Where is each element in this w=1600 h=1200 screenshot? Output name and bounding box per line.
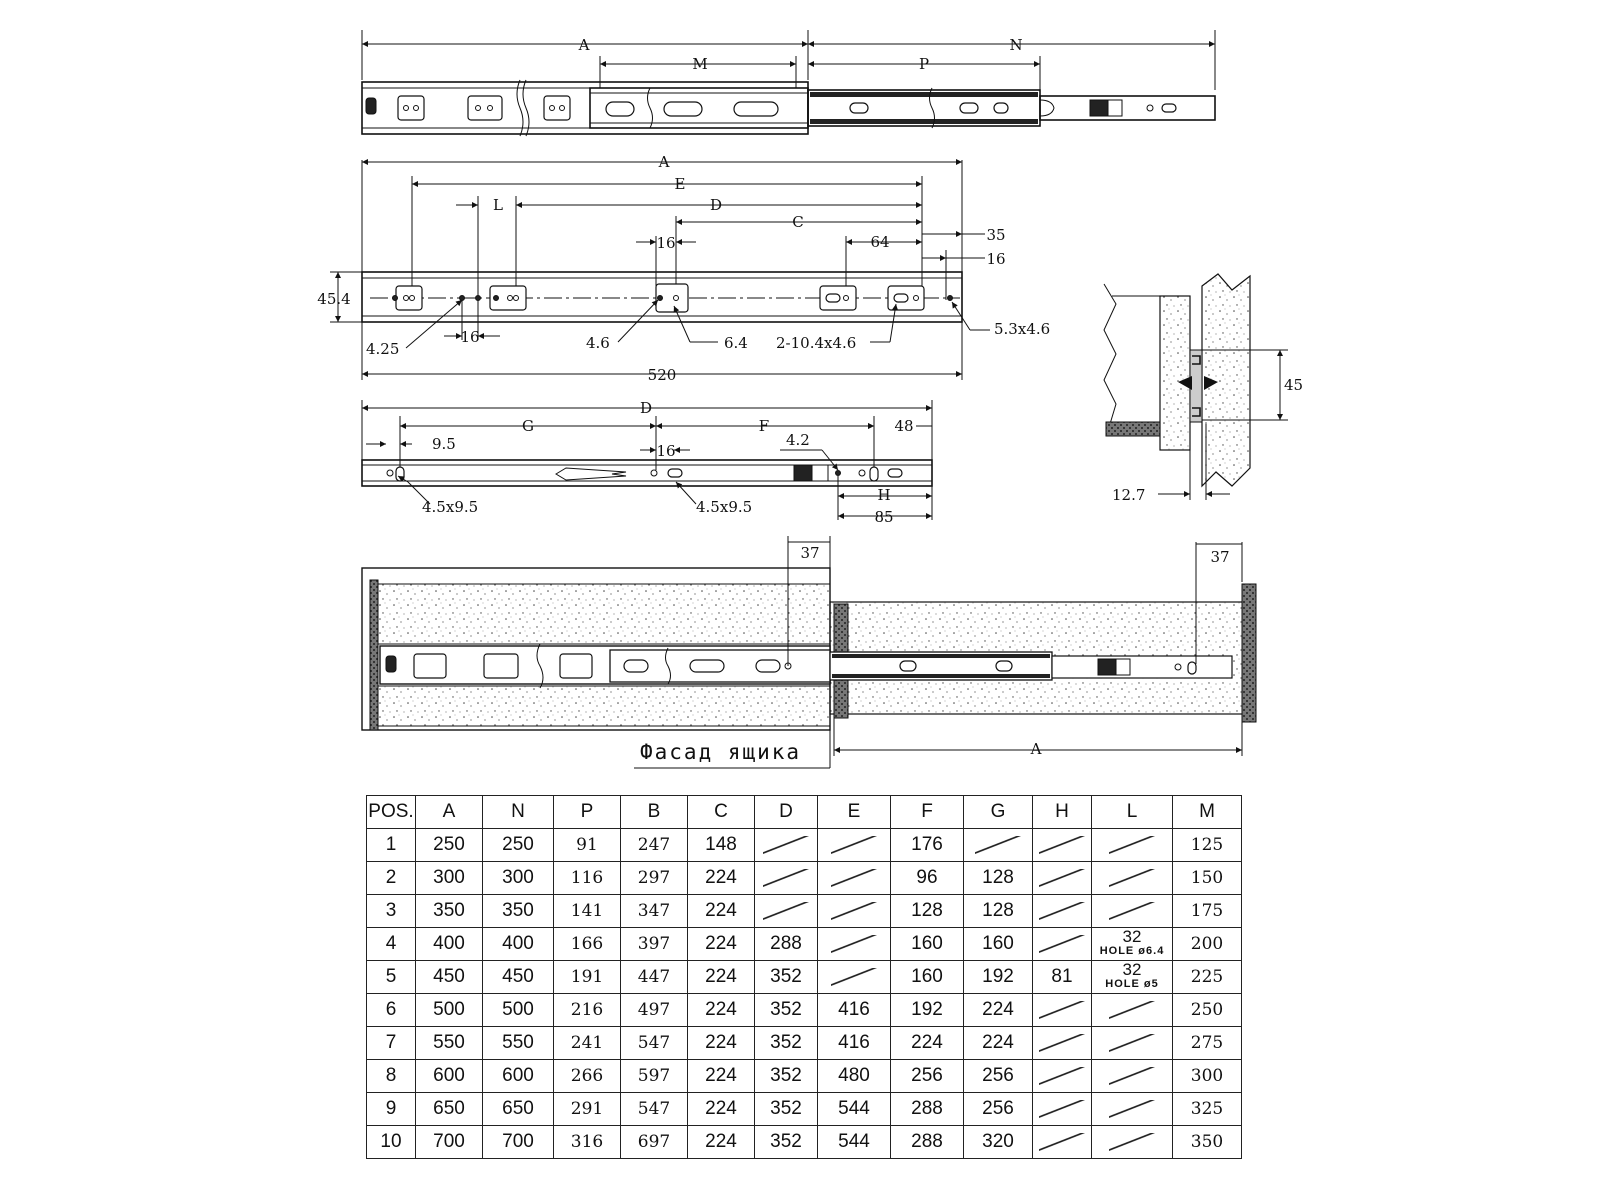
- table-cell: 175: [1173, 895, 1242, 928]
- dim-16c-label: 16: [460, 328, 480, 346]
- table-header-row: [367, 796, 1242, 829]
- table-cell: 224: [688, 928, 755, 961]
- table-cell: 128: [964, 862, 1033, 895]
- table-cell: 600: [483, 1060, 554, 1093]
- table-cell: 160: [891, 928, 964, 961]
- dim-53-label: 5.3x4.6: [994, 320, 1051, 338]
- col-header: D: [755, 796, 818, 829]
- table-cell: 9: [367, 1093, 416, 1126]
- table-cell: 450: [416, 961, 483, 994]
- table-cell: [1033, 829, 1092, 862]
- view-section-detail: [1104, 274, 1303, 504]
- table-cell: 500: [416, 994, 483, 1027]
- table-cell: 597: [621, 1060, 688, 1093]
- table-cell: 497: [621, 994, 688, 1027]
- table-cell: 400: [416, 928, 483, 961]
- table-cell: 352: [755, 1093, 818, 1126]
- table-row: [367, 928, 1242, 961]
- table-cell: 352: [755, 1126, 818, 1159]
- table-row: [367, 1093, 1242, 1126]
- table-cell: 3: [367, 895, 416, 928]
- table-cell: 4: [367, 928, 416, 961]
- col-header: L: [1092, 796, 1173, 829]
- table-cell: 141: [554, 895, 621, 928]
- table-cell: 7: [367, 1027, 416, 1060]
- table-cell: [818, 928, 891, 961]
- table-cell: [755, 895, 818, 928]
- table-cell: [1092, 895, 1173, 928]
- table-row: [367, 895, 1242, 928]
- table-cell: 241: [554, 1027, 621, 1060]
- dim-a-label: A: [578, 36, 590, 54]
- table-cell: 224: [688, 1060, 755, 1093]
- dim-p-label: P: [918, 55, 930, 73]
- table-cell: 480: [818, 1060, 891, 1093]
- drawer-front-caption: Фасад ящика: [640, 740, 802, 764]
- table-cell: 600: [416, 1060, 483, 1093]
- view-inner-member: [362, 399, 932, 526]
- table-cell: [1092, 1027, 1173, 1060]
- dim-48-label: 48: [894, 417, 914, 435]
- table-cell: 300: [1173, 1060, 1242, 1093]
- dim-45b-label: 4.5x9.5: [696, 498, 753, 516]
- table-row: [367, 1126, 1242, 1159]
- col-header: M: [1173, 796, 1242, 829]
- table-cell: 300: [483, 862, 554, 895]
- dim-h-label: H: [877, 486, 891, 504]
- dim-520-label: 520: [647, 366, 677, 384]
- dim-64-label: 64: [870, 233, 890, 251]
- table-cell: 176: [891, 829, 964, 862]
- table-cell: 250: [483, 829, 554, 862]
- table-cell: 200: [1173, 928, 1242, 961]
- table-cell: [818, 961, 891, 994]
- col-header: G: [964, 796, 1033, 829]
- table-cell: 450: [483, 961, 554, 994]
- table-cell: 550: [483, 1027, 554, 1060]
- table-cell: 416: [818, 1027, 891, 1060]
- dim-35-label: 35: [986, 226, 1006, 244]
- dim-45a-label: 4.5x9.5: [422, 498, 479, 516]
- view-top-slide: [362, 30, 1215, 136]
- dim-e-label: E: [674, 175, 686, 193]
- col-header: F: [891, 796, 964, 829]
- table-cell: [1092, 994, 1173, 1027]
- table-cell: 10: [367, 1126, 416, 1159]
- dim-d-inner-label: D: [639, 399, 653, 417]
- dim-127-label: 12.7: [1112, 486, 1146, 504]
- col-header: A: [416, 796, 483, 829]
- table-cell: 160: [891, 961, 964, 994]
- table-cell: [1033, 928, 1092, 961]
- table-cell: [755, 829, 818, 862]
- dim-16a-label: 16: [656, 234, 676, 252]
- table-cell: 216: [554, 994, 621, 1027]
- table-cell: [818, 895, 891, 928]
- table-cell: 700: [416, 1126, 483, 1159]
- table-cell: 256: [891, 1060, 964, 1093]
- table-cell: [818, 862, 891, 895]
- table-cell: 700: [483, 1126, 554, 1159]
- table-cell: 547: [621, 1093, 688, 1126]
- table-cell: [964, 829, 1033, 862]
- table-cell: 224: [688, 994, 755, 1027]
- col-header: C: [688, 796, 755, 829]
- table-cell: 288: [891, 1093, 964, 1126]
- table-cell: 247: [621, 829, 688, 862]
- table-cell: 300: [416, 862, 483, 895]
- table-cell: 275: [1173, 1027, 1242, 1060]
- dim-37b-label: 37: [1210, 548, 1230, 566]
- table-cell: [1092, 829, 1173, 862]
- dim-d-side-label: D: [709, 196, 723, 214]
- table-cell: 352: [755, 961, 818, 994]
- table-cell: 160: [964, 928, 1033, 961]
- table-cell: [1092, 1126, 1173, 1159]
- dim-g-label: G: [522, 417, 534, 435]
- table-cell: 5: [367, 961, 416, 994]
- table-cell: 288: [755, 928, 818, 961]
- table-cell: 225: [1173, 961, 1242, 994]
- dim-46-label: 4.6: [586, 334, 610, 352]
- table-cell: 224: [964, 994, 1033, 1027]
- table-row: [367, 961, 1242, 994]
- dim-n-label: N: [1009, 36, 1023, 54]
- table-cell: 128: [891, 895, 964, 928]
- table-cell: 148: [688, 829, 755, 862]
- table-cell: 352: [755, 994, 818, 1027]
- col-header: N: [483, 796, 554, 829]
- table-cell: 250: [1173, 994, 1242, 1027]
- table-row: [367, 994, 1242, 1027]
- table-cell: 447: [621, 961, 688, 994]
- table-cell: 250: [416, 829, 483, 862]
- table-cell: 291: [554, 1093, 621, 1126]
- table-cell: 91: [554, 829, 621, 862]
- col-header: B: [621, 796, 688, 829]
- table-cell: 500: [483, 994, 554, 1027]
- table-cell: 8: [367, 1060, 416, 1093]
- table-cell: 224: [688, 1093, 755, 1126]
- table-cell: 224: [688, 1126, 755, 1159]
- table-cell: 256: [964, 1093, 1033, 1126]
- table-cell: 224: [964, 1027, 1033, 1060]
- view-assembly: [362, 536, 1256, 768]
- table-cell: [1033, 1126, 1092, 1159]
- dim-m-label: M: [692, 55, 708, 73]
- table-cell: 32 HOLE ø5: [1092, 961, 1173, 994]
- table-cell: 352: [755, 1027, 818, 1060]
- table-cell: [1033, 862, 1092, 895]
- table-cell: 128: [964, 895, 1033, 928]
- table-cell: 550: [416, 1027, 483, 1060]
- table-cell: 350: [1173, 1126, 1242, 1159]
- table-cell: 350: [416, 895, 483, 928]
- table-cell: 224: [688, 895, 755, 928]
- dim-c-label: C: [792, 213, 804, 231]
- dim-454-label: 45.4: [317, 290, 351, 308]
- table-cell: 352: [755, 1060, 818, 1093]
- dim-425-label: 4.25: [366, 340, 400, 358]
- table-cell: 544: [818, 1126, 891, 1159]
- table-cell: 350: [483, 895, 554, 928]
- table-cell: 192: [891, 994, 964, 1027]
- table-cell: [1033, 994, 1092, 1027]
- table-cell: 266: [554, 1060, 621, 1093]
- dim-a-assembly-label: A: [1030, 740, 1042, 758]
- dim-85-label: 85: [874, 508, 894, 526]
- table-cell: 192: [964, 961, 1033, 994]
- dim-37a-label: 37: [800, 544, 820, 562]
- table-cell: 1: [367, 829, 416, 862]
- table-cell: 316: [554, 1126, 621, 1159]
- col-header: H: [1033, 796, 1092, 829]
- table-cell: [1092, 1093, 1173, 1126]
- dim-42-label: 4.2: [786, 431, 810, 449]
- table-cell: 166: [554, 928, 621, 961]
- col-header: POS.: [367, 796, 416, 829]
- table-cell: 397: [621, 928, 688, 961]
- table-cell: [755, 862, 818, 895]
- table-cell: 650: [483, 1093, 554, 1126]
- table-cell: 400: [483, 928, 554, 961]
- dim-f-label: F: [758, 417, 770, 435]
- dim-16b-label: 16: [986, 250, 1006, 268]
- table-cell: 191: [554, 961, 621, 994]
- col-header: P: [554, 796, 621, 829]
- table-cell: [1033, 1093, 1092, 1126]
- table-row: [367, 1027, 1242, 1060]
- table-cell: 81: [1033, 961, 1092, 994]
- table-cell: 96: [891, 862, 964, 895]
- spec-table-body: [367, 829, 1242, 1159]
- table-cell: 2: [367, 862, 416, 895]
- dim-a-side-label: A: [658, 153, 670, 171]
- table-cell: 320: [964, 1126, 1033, 1159]
- table-cell: [1092, 862, 1173, 895]
- table-cell: 547: [621, 1027, 688, 1060]
- table-cell: 416: [818, 994, 891, 1027]
- dim-16-inner-label: 16: [656, 442, 676, 460]
- table-cell: 6: [367, 994, 416, 1027]
- table-cell: [1033, 1027, 1092, 1060]
- view-side-rail: [317, 153, 1050, 384]
- table-cell: 224: [688, 961, 755, 994]
- dim-l-label: L: [493, 196, 503, 214]
- table-cell: 150: [1173, 862, 1242, 895]
- dim-95-label: 9.5: [432, 435, 456, 453]
- table-cell: 347: [621, 895, 688, 928]
- table-cell: 125: [1173, 829, 1242, 862]
- table-row: [367, 862, 1242, 895]
- table-cell: 116: [554, 862, 621, 895]
- table-cell: 224: [688, 862, 755, 895]
- table-cell: 32 HOLE ø6.4: [1092, 928, 1173, 961]
- table-cell: [1033, 1060, 1092, 1093]
- table-cell: 297: [621, 862, 688, 895]
- table-row: [367, 1060, 1242, 1093]
- dim-2slot-label: 2-10.4x4.6: [776, 334, 857, 352]
- table-cell: [1092, 1060, 1173, 1093]
- table-cell: 256: [964, 1060, 1033, 1093]
- table-cell: 697: [621, 1126, 688, 1159]
- table-cell: [1033, 895, 1092, 928]
- table-cell: 325: [1173, 1093, 1242, 1126]
- table-cell: 288: [891, 1126, 964, 1159]
- table-cell: [818, 829, 891, 862]
- table-cell: 224: [891, 1027, 964, 1060]
- table-cell: 224: [688, 1027, 755, 1060]
- table-row: [367, 829, 1242, 862]
- table-cell: 544: [818, 1093, 891, 1126]
- spec-table: [366, 795, 1242, 1159]
- dim-64b-label: 6.4: [724, 334, 748, 352]
- dim-45-section-label: 45: [1284, 376, 1304, 394]
- table-cell: 650: [416, 1093, 483, 1126]
- col-header: E: [818, 796, 891, 829]
